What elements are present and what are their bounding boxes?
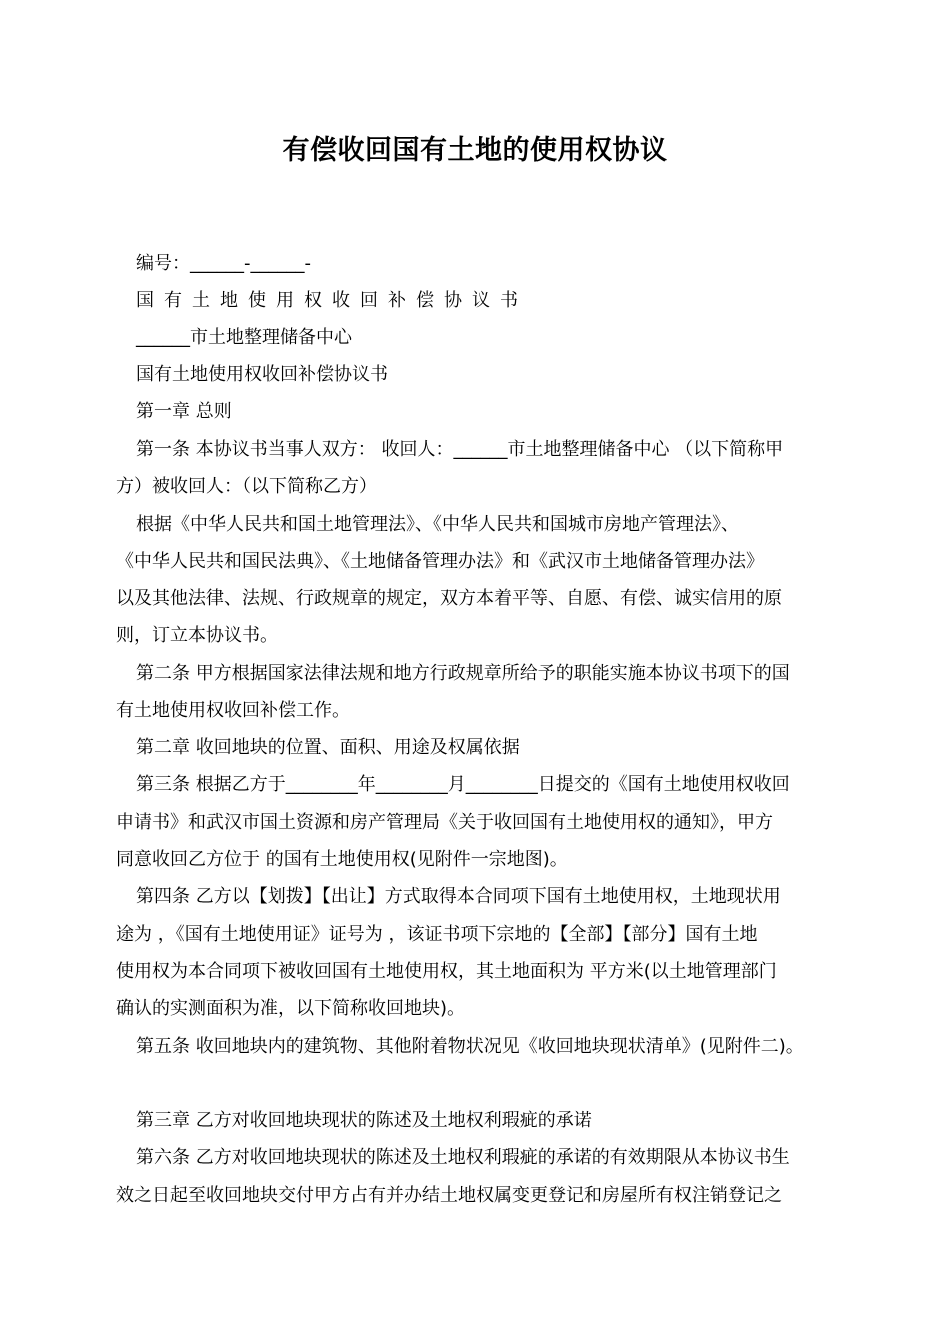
- paragraph-line: 第二条 甲方根据国家法律法规和地方行政规章所给予的职能实施本协议书项下的国: [136, 663, 790, 684]
- paragraph-line: 《中华人民共和国民法典》、《土地储备管理办法》和《武汉市土地储备管理办法》: [116, 551, 764, 572]
- paragraph-line: 有土地使用权收回补偿工作。: [116, 700, 350, 721]
- subtitle-line: 国有土地使用权收回补偿协议书: [136, 290, 528, 311]
- paragraph-line: 则，订立本协议书。: [116, 625, 278, 646]
- paragraph-line: 根据《中华人民共和国土地管理法》、《中华人民共和国城市房地产管理法》、: [136, 514, 739, 535]
- contract-number-line: 编号：______-______-: [136, 253, 311, 274]
- paragraph-line: 第四条 乙方以【划拨】【出让】方式取得本合同项下国有土地使用权，土地现状用: [136, 886, 781, 907]
- chapter-heading: 第二章 收回地块的位置、面积、用途及权属依据: [136, 737, 520, 758]
- paragraph-line: 方）被收回人：（以下简称乙方）: [116, 476, 377, 497]
- chapter-heading: 第三章 乙方对收回地块现状的陈述及土地权利瑕疵的承诺: [136, 1110, 592, 1131]
- paragraph-line: 途为 ，《国有土地使用证》证号为 ，该证书项下宗地的【全部】【部分】国有土地: [116, 924, 758, 945]
- paragraph-line: 以及其他法律、法规、行政规章的规定，双方本着平等、自愿、有偿、诚实信用的原: [116, 588, 782, 609]
- agreement-name-line: 国有土地使用权收回补偿协议书: [136, 364, 388, 385]
- document-title: 有偿收回国有土地的使用权协议: [282, 135, 668, 166]
- paragraph-line: 第一条 本协议书当事人双方： 收回人：______市土地整理储备中心 （以下简称甲: [136, 439, 784, 460]
- chapter-heading: 第一章 总则: [136, 401, 232, 422]
- paragraph-line: 申请书》和武汉市国土资源和房产管理局《关于收回国有土地使用权的通知》，甲方: [116, 812, 773, 833]
- paragraph-line: 使用权为本合同项下被收回国有土地使用权，其土地面积为 平方米(以土地管理部门: [116, 961, 777, 982]
- paragraph-line: 第六条 乙方对收回地块现状的陈述及土地权利瑕疵的承诺的有效期限从本协议书生: [136, 1147, 790, 1168]
- paragraph-line: 同意收回乙方位于 的国有土地使用权(见附件一宗地图)。: [116, 849, 568, 870]
- paragraph-line: 第五条 收回地块内的建筑物、其他附着物状况见《收回地块现状清单》(见附件二)。: [136, 1036, 804, 1057]
- organization-line: ______市土地整理储备中心: [136, 327, 352, 348]
- paragraph-line: 确认的实测面积为准，以下简称收回地块)。: [116, 998, 466, 1019]
- paragraph-line: 第三条 根据乙方于________年________月________日提交的《国有土地使用权收回: [136, 774, 790, 795]
- paragraph-line: 效之日起至收回地块交付甲方占有并办结土地权属变更登记和房屋所有权注销登记之: [116, 1185, 782, 1206]
